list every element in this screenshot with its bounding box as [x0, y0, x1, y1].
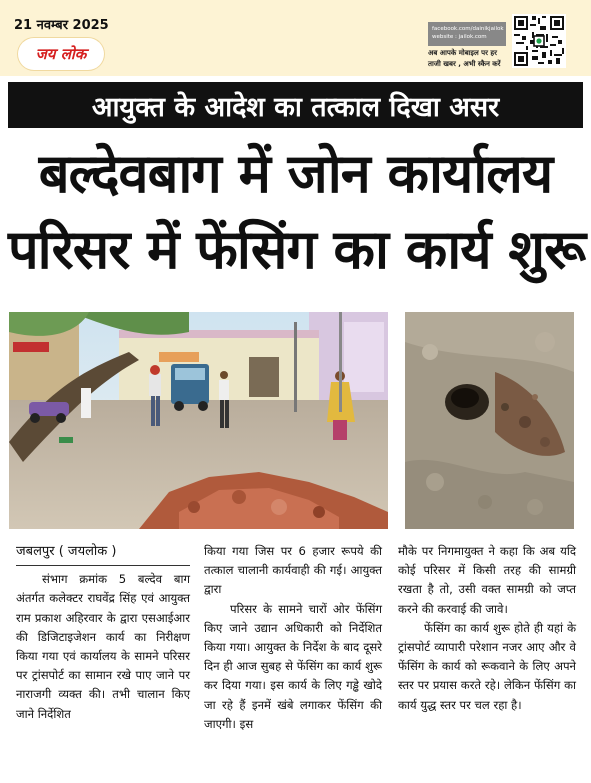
qr-code-icon[interactable] [512, 14, 566, 68]
promo-line-1: अब आपके मोबाइल पर हर [428, 49, 498, 57]
paragraph-3: परिसर के सामने चारों ओर फेंसिंग किए जाने उद्यान अधिकारी को निर्देशित किया गया। आयुक्त के निर्देश के बाद दूसरे दिन ही आज सुबह से फेंसिंग का कार्य शुरू कर दिया गया। इस कार्य के लिए गड्ढे खोदे जा रहे हैं इनमें खंबे लगाकर फेंसिंग की जाएगी। इस [204, 601, 382, 731]
logo-text: जय लोक [35, 45, 87, 63]
paragraph-1: संभाग क्रमांक 5 बल्देव बाग अंतर्गत कलेक्टर राघवेंद्र सिंह एवं आयुक्त राम प्रकाश अहिरवार के द्वारा एसआईआर की डिजिटाइजेशन कार्य का निरीक्षण किया गया एवं कार्यालय के सामने परिसर पर ट्रांसपोर्ट का सामान रखे पाए जाने पर नाराजगी व्यक्त की। तभी चालान किए जाने निर्देशित [16, 572, 190, 721]
promo-line-2: ताजी खबर , अभी स्कैन करें [428, 60, 501, 68]
article-column-1 [16, 542, 190, 724]
article-column-3 [398, 542, 576, 715]
paragraph-5: फेंसिंग का कार्य शुरू होते ही यहां के ट्रांसपोर्ट व्यापारी परेशान नजर आए और वे फेंसिंग के कार्य को रूकवाने के लिए अपने स्तर पर प्रयास करते रहे। लेकिन फेंसिंग का कार्य युद्ध स्तर पर चल रहा है। [398, 620, 576, 712]
paragraph-4: मौके पर निगमायुक्त ने कहा कि अब यदि कोई परिसर में किसी तरह की सामग्री रखता है तो, उसी वक्त सामग्री को जप्त करने की करवाई की जावे। [398, 544, 576, 616]
website-link: website : jailok.com [432, 34, 487, 40]
headline-line-1: बल्देवबाग में जोन कार्यालय [38, 142, 553, 205]
qr-code-graphic [512, 14, 566, 68]
street-scene-illustration [9, 312, 388, 529]
facebook-link: facebook.com/dainikjailok [432, 26, 504, 32]
street-scene-photo [9, 312, 388, 529]
pit-illustration [405, 312, 574, 529]
newspaper-logo [18, 38, 104, 70]
dateline: जबलपुर ( जयलोक ) [16, 542, 190, 566]
paragraph-2: किया गया जिस पर 6 हजार रूपये की तत्काल चालानी कार्यवाही की गई। आयुक्त द्वारा [204, 544, 382, 597]
social-links-box [428, 22, 506, 46]
qr-promo-text [428, 48, 508, 70]
pit-closeup-photo [405, 312, 574, 529]
headline [8, 136, 586, 288]
issue-date: 21 नवम्बर 2025 [14, 18, 109, 33]
article-column-2 [204, 542, 382, 734]
kicker-text: आयुक्त के आदेश का तत्काल दिखा असर [91, 91, 500, 123]
headline-line-2: परिसर में फेंसिंग का कार्य शुरू [8, 218, 586, 281]
masthead [0, 0, 591, 76]
kicker-banner [8, 82, 583, 128]
